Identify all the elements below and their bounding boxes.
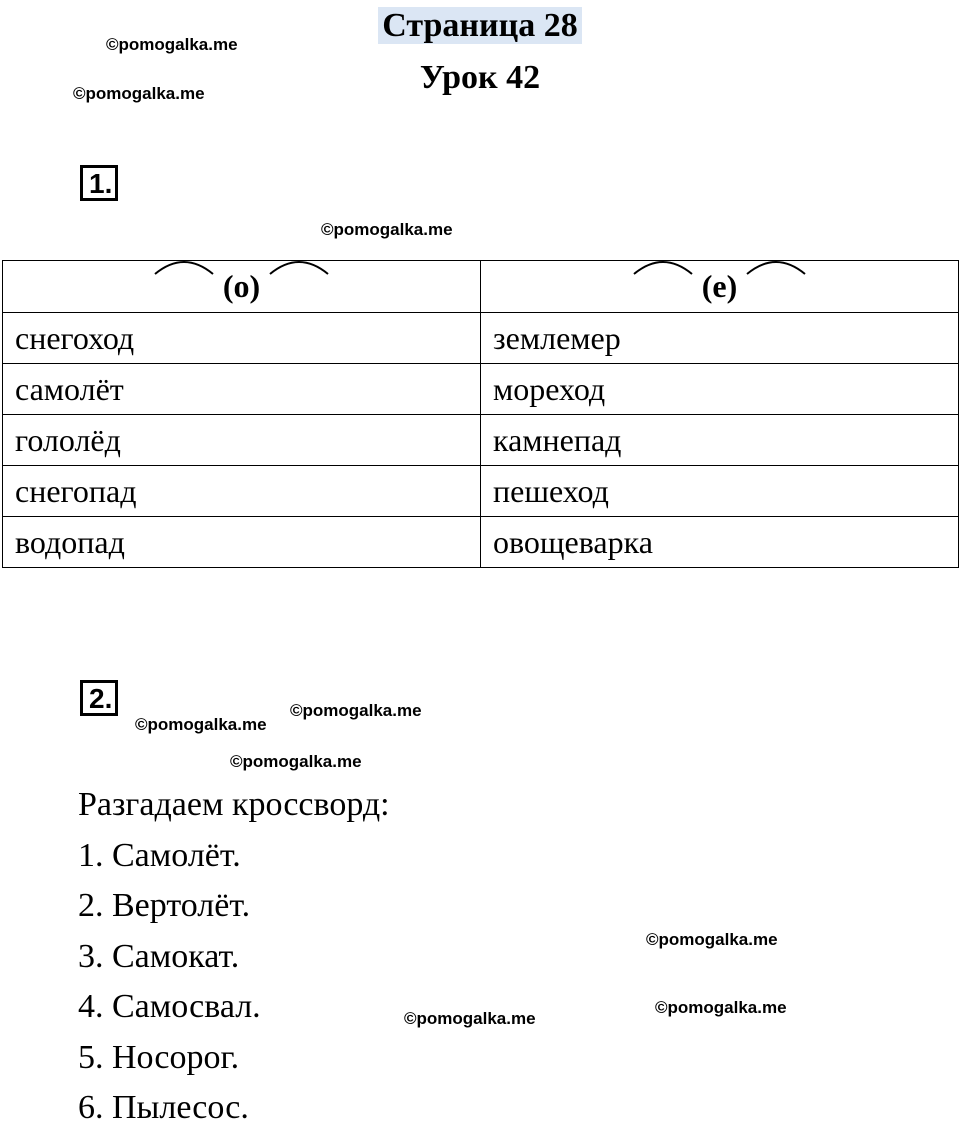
table-cell: снегоход bbox=[3, 313, 481, 364]
arc-icon bbox=[632, 256, 694, 276]
table-cell: овощеварка bbox=[481, 517, 959, 568]
list-item: 6. Пылесос. bbox=[78, 1089, 249, 1126]
task-number-1: 1. bbox=[80, 165, 118, 201]
arc-icon bbox=[745, 256, 807, 276]
table-cell: мореход bbox=[481, 364, 959, 415]
column-header-e bbox=[481, 261, 959, 313]
table-row bbox=[3, 415, 959, 466]
table-cell: самолёт bbox=[3, 364, 481, 415]
list-item: 4. Самосвал. bbox=[78, 988, 261, 1025]
crossword-intro: Разгадаем кроссворд: bbox=[78, 786, 390, 823]
list-item: 1. Самолёт. bbox=[78, 836, 241, 874]
watermark: ©pomogalka.me bbox=[321, 220, 453, 239]
table-cell: водопад bbox=[3, 517, 481, 568]
task-number-2: 2. bbox=[80, 680, 118, 716]
watermark: ©pomogalka.me bbox=[655, 998, 787, 1017]
watermark: ©pomogalka.me bbox=[106, 35, 238, 54]
table-cell: камнепад bbox=[481, 415, 959, 466]
column-header-label: (е) bbox=[701, 268, 738, 304]
crossword-answers bbox=[78, 780, 390, 1134]
table-row bbox=[3, 364, 959, 415]
table-cell: землемер bbox=[481, 313, 959, 364]
arc-icon bbox=[268, 256, 330, 276]
word-table bbox=[2, 260, 959, 568]
watermark: ©pomogalka.me bbox=[230, 752, 362, 771]
column-header-o bbox=[3, 261, 481, 313]
watermark: ©pomogalka.me bbox=[135, 715, 267, 734]
watermark: ©pomogalka.me bbox=[404, 1009, 536, 1028]
table-cell: пешеход bbox=[481, 466, 959, 517]
list-item: 5. Носорог. bbox=[78, 1038, 240, 1076]
table-cell: гололёд bbox=[3, 415, 481, 466]
table-row bbox=[3, 466, 959, 517]
list-item: 2. Вертолёт. bbox=[78, 887, 251, 924]
table-header-row bbox=[3, 261, 959, 313]
column-header-label: (о) bbox=[222, 268, 261, 304]
watermark: ©pomogalka.me bbox=[290, 701, 422, 720]
watermark: ©pomogalka.me bbox=[73, 84, 205, 103]
table-row bbox=[3, 313, 959, 364]
watermark: ©pomogalka.me bbox=[646, 930, 778, 949]
page-title: Страница 28 bbox=[0, 6, 960, 46]
table-row bbox=[3, 517, 959, 568]
lesson-title: Урок 42 bbox=[419, 59, 541, 96]
arc-icon bbox=[153, 256, 215, 276]
list-item: 3. Самокат. bbox=[78, 937, 240, 975]
table-cell: снегопад bbox=[3, 466, 481, 517]
